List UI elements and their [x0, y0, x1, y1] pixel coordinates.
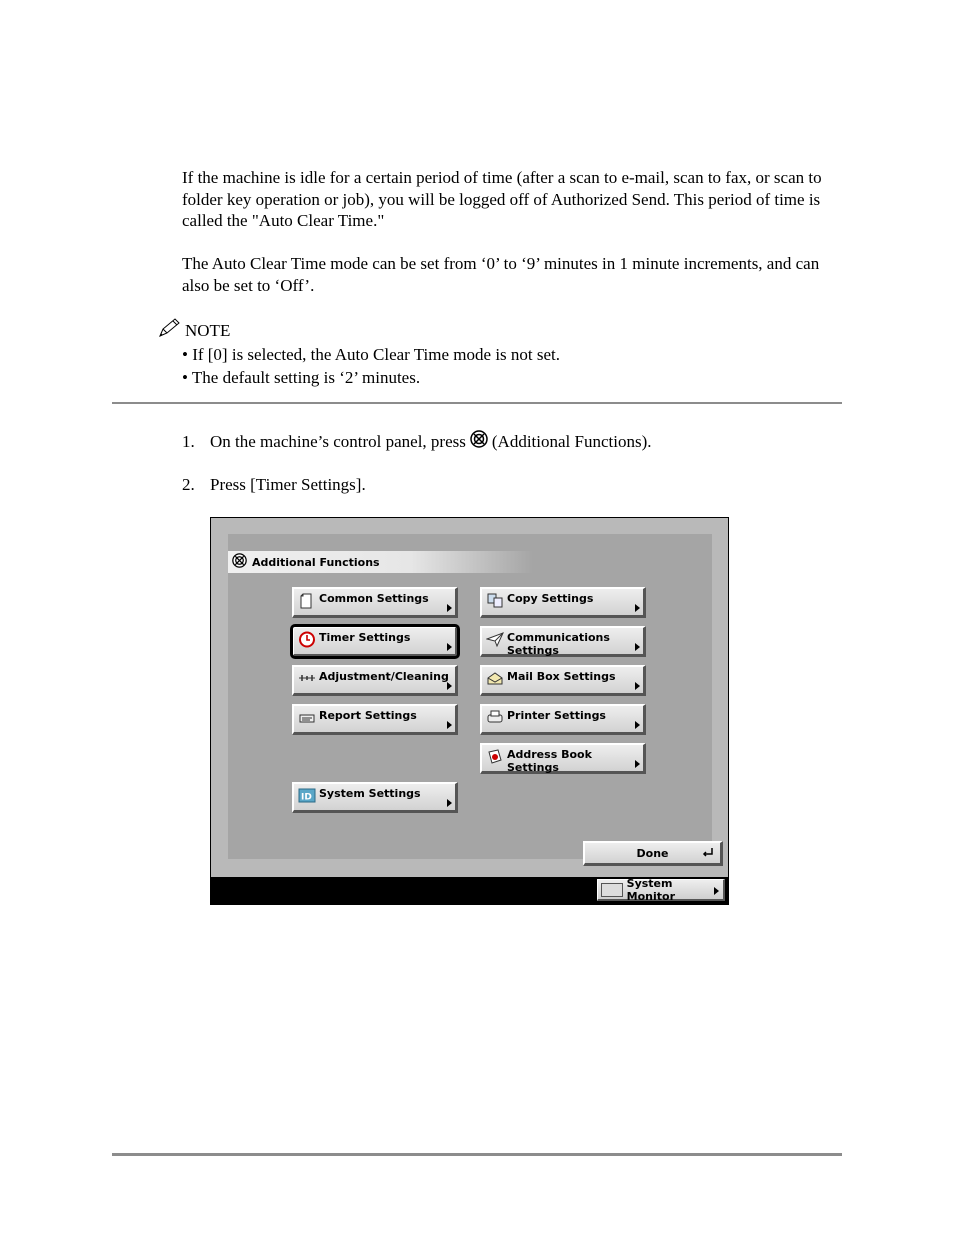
button-label: Adjustment/Cleaning	[319, 670, 449, 683]
pencil-icon	[158, 318, 182, 343]
monitor-icon	[601, 883, 623, 897]
paper-plane-icon	[486, 631, 504, 648]
chevron-right-icon	[635, 643, 640, 651]
chevron-right-icon	[635, 682, 640, 690]
note-heading	[158, 318, 230, 343]
step-text: On the machine’s control panel, press	[210, 432, 466, 451]
note-bullet: • The default setting is ‘2’ minutes.	[182, 368, 421, 387]
address-book-settings-button[interactable]	[480, 743, 646, 774]
clock-icon	[298, 631, 316, 648]
button-label: Printer Settings	[507, 709, 606, 722]
section-divider	[112, 402, 842, 404]
svg-text:ID: ID	[301, 792, 312, 803]
button-label: System Settings	[319, 787, 421, 800]
system-monitor-label: System Monitor	[626, 876, 676, 903]
done-label: Done	[636, 846, 669, 860]
button-label: Communications Settings	[507, 631, 610, 657]
chevron-right-icon	[635, 604, 640, 612]
button-label: Timer Settings	[319, 631, 411, 644]
chevron-right-icon	[635, 721, 640, 729]
copy-icon	[486, 592, 504, 609]
additional-functions-icon	[470, 430, 488, 453]
step-2	[182, 474, 366, 495]
report-icon	[298, 709, 316, 726]
adjustment-cleaning-button[interactable]	[292, 665, 458, 696]
step-1	[182, 430, 651, 453]
button-label: Report Settings	[319, 709, 417, 722]
communications-settings-button[interactable]	[480, 626, 646, 657]
chevron-right-icon	[447, 643, 452, 651]
id-icon	[298, 787, 316, 804]
document-icon	[298, 592, 316, 609]
button-label: Address Book Settings	[507, 748, 592, 774]
button-label: Copy Settings	[507, 592, 594, 605]
additional-functions-icon	[232, 553, 252, 571]
chevron-right-icon	[714, 887, 719, 895]
intro-paragraph-2: The Auto Clear Time mode can be set from ‘0’ to ‘9’ minutes in 1 minute increments, and can also be set to ‘Off’.	[182, 254, 820, 295]
printer-settings-button[interactable]	[480, 704, 646, 735]
screen-content	[228, 534, 712, 859]
screen-title: Additional Functions	[252, 555, 380, 569]
step-text-after: (Additional Functions).	[491, 432, 652, 451]
step-text: Press [Timer Settings].	[210, 475, 366, 494]
address-book-icon	[486, 748, 504, 765]
screen-title-bar	[228, 551, 533, 573]
chevron-right-icon	[447, 721, 452, 729]
enter-icon	[702, 847, 714, 860]
done-button[interactable]	[583, 841, 723, 866]
printer-icon	[486, 709, 504, 726]
chevron-right-icon	[447, 799, 452, 807]
report-settings-button[interactable]	[292, 704, 458, 735]
common-settings-button[interactable]	[292, 587, 458, 618]
button-label: Common Settings	[319, 592, 429, 605]
footer-divider	[112, 1153, 842, 1156]
system-monitor-button[interactable]	[597, 876, 725, 903]
note-label: NOTE	[185, 320, 231, 340]
step-number: 1.	[182, 432, 195, 451]
mailbox-icon	[486, 670, 504, 687]
status-bar	[211, 877, 728, 904]
chevron-right-icon	[447, 682, 452, 690]
mail-box-settings-button[interactable]	[480, 665, 646, 696]
note-bullet: • If [0] is selected, the Auto Clear Time mode is not set.	[182, 345, 561, 364]
step-number: 2.	[182, 475, 195, 494]
chevron-right-icon	[447, 604, 452, 612]
chevron-right-icon	[635, 760, 640, 768]
timer-settings-button[interactable]	[292, 626, 458, 657]
button-label: Mail Box Settings	[507, 670, 616, 683]
adjustment-icon	[298, 670, 316, 687]
copy-settings-button[interactable]	[480, 587, 646, 618]
screen-panel	[210, 517, 729, 905]
system-settings-button[interactable]	[292, 782, 458, 813]
intro-paragraph-1: If the machine is idle for a certain period of time (after a scan to e-mail, scan to fax, or scan to folder key operation or job), you will be logged off of Authorized Send. This period of time is called the "Auto Clear Time."	[182, 168, 822, 230]
